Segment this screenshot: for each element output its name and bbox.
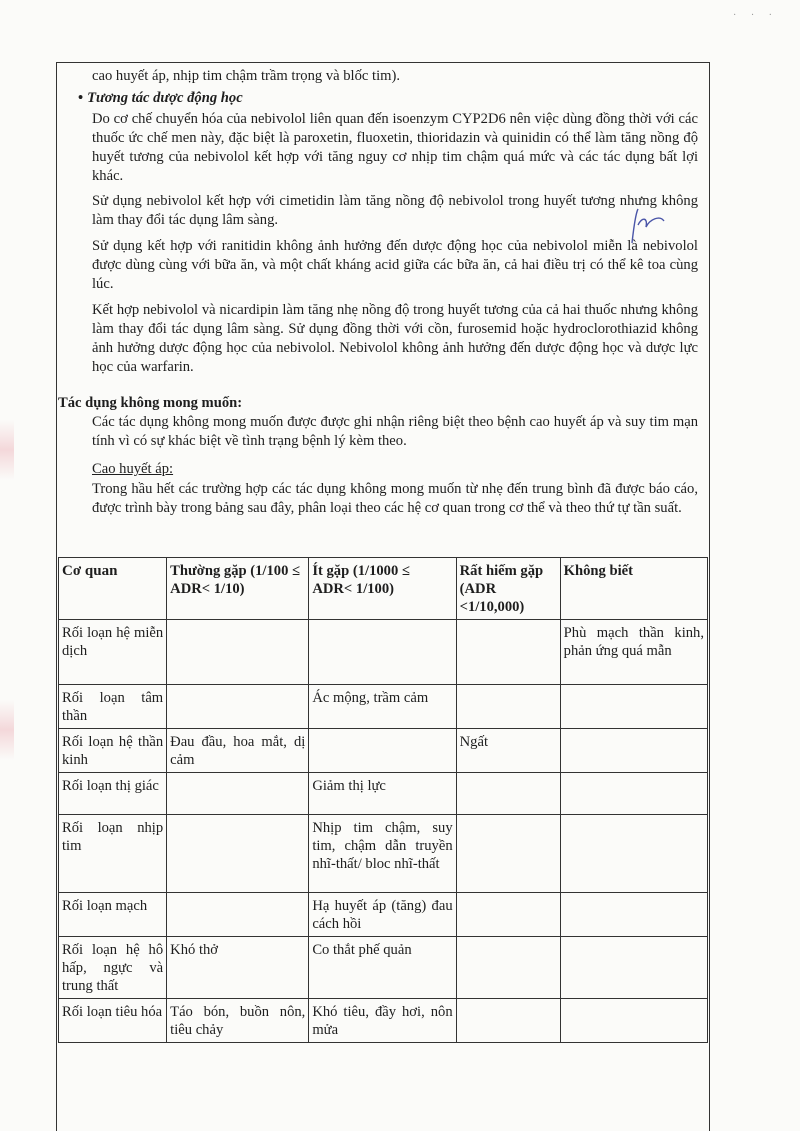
adverse-effects-table [58, 557, 708, 1043]
table-row [59, 937, 708, 999]
table-cell [560, 685, 707, 729]
table-cell: Rối loạn mạch [59, 893, 167, 937]
table-cell: Rối loạn tâm thần [59, 685, 167, 729]
table-cell: Khó thở [167, 937, 309, 999]
continued-line: cao huyết áp, nhịp tim chậm trầm trọng và blốc tim). [92, 68, 401, 84]
table-cell [456, 893, 560, 937]
table-cell: Đau đầu, hoa mắt, dị cảm [167, 729, 309, 773]
table-header-row [59, 558, 708, 620]
scan-stain [0, 700, 14, 760]
table-cell: Rối loạn hệ thần kinh [59, 729, 167, 773]
table-row [59, 620, 708, 685]
table-cell [456, 999, 560, 1043]
table-cell: Khó tiêu, đầy hơi, nôn mửa [309, 999, 456, 1043]
table-cell: Ác mộng, trầm cảm [309, 685, 456, 729]
table-cell: Rối loạn tiêu hóa [59, 999, 167, 1043]
table-cell [456, 620, 560, 685]
paragraph-adverse-intro: Các tác dụng không mong muốn được được ghi nhận riêng biệt theo bệnh cao huyết áp và suy tim mạn tính vì có sự khác biệt về tình trạng bệnh lý kèm theo. [92, 414, 698, 449]
table-cell: Rối loạn thị giác [59, 773, 167, 815]
header-uncommon: Ít gặp (1/1000 ≤ ADR< 1/100) [309, 558, 456, 620]
table-cell [456, 685, 560, 729]
table-cell: Hạ huyết áp (tăng) đau cách hồi [309, 893, 456, 937]
scan-stain [0, 420, 14, 480]
table-cell [167, 893, 309, 937]
table-cell [309, 729, 456, 773]
table-cell [167, 773, 309, 815]
table-cell [167, 620, 309, 685]
table-row [59, 773, 708, 815]
table-cell: Giảm thị lực [309, 773, 456, 815]
header-common: Thường gặp (1/100 ≤ ADR< 1/10) [167, 558, 309, 620]
table-cell [560, 937, 707, 999]
interaction-heading [78, 89, 243, 108]
header-organ: Cơ quan [59, 558, 167, 620]
table-cell [309, 620, 456, 685]
table-cell [456, 815, 560, 893]
table-cell [560, 999, 707, 1043]
table-cell [167, 815, 309, 893]
scan-speckles: · · · [733, 10, 778, 21]
table-cell: Rối loạn nhịp tim [59, 815, 167, 893]
table-cell: Phù mạch thần kinh, phản ứng quá mẫn [560, 620, 707, 685]
table-cell [560, 893, 707, 937]
table-row [59, 999, 708, 1043]
table-cell [456, 773, 560, 815]
adverse-effects-heading: Tác dụng không mong muốn: [58, 395, 243, 411]
table-cell: Táo bón, buồn nôn, tiêu chảy [167, 999, 309, 1043]
table-cell: Ngất [456, 729, 560, 773]
paragraph-nicardipin: Kết hợp nebivolol và nicardipin làm tăng nhẹ nồng độ trong huyết tương của cả hai thuốc nhưng không làm thay đổi tác dụng lâm sàng. Sử dụng đồng thời với cồn, furosemid hoặc hydroclorothiazid không ảnh hưởng dược động học của nebivolol. Nebivolol không ảnh hưởng đến dược động học và dược lực học của warfarin. [92, 302, 698, 375]
interaction-heading-text: Tương tác dược động học [87, 90, 243, 106]
paragraph-hypertension: Trong hầu hết các trường hợp các tác dụng không mong muốn từ nhẹ đến trung bình đã được báo cáo, được trình bày trong bảng sau đây, phân loại theo các hệ cơ quan trong cơ thể và theo thứ tự tần suất. [92, 481, 698, 516]
table-row [59, 685, 708, 729]
table-cell [560, 815, 707, 893]
table-cell [456, 937, 560, 999]
table-cell [560, 729, 707, 773]
table-row [59, 893, 708, 937]
signature-mark [620, 205, 670, 245]
table-cell: Rối loạn hệ miễn dịch [59, 620, 167, 685]
hypertension-subheading: Cao huyết áp: [92, 461, 174, 477]
header-unknown: Không biết [560, 558, 707, 620]
table-cell: Co thắt phế quản [309, 937, 456, 999]
table-row [59, 815, 708, 893]
bullet-icon: • [78, 90, 84, 106]
paragraph-cimetidin: Sử dụng nebivolol kết hợp với cimetidin làm tăng nồng độ nebivolol trong huyết tương nhưng không làm thay đổi tác dụng lâm sàng. [92, 193, 698, 228]
table-cell: Nhịp tim chậm, suy tim, chậm dẫn truyền nhĩ-thất/ bloc nhĩ-thất [309, 815, 456, 893]
paragraph-ranitidin: Sử dụng kết hợp với ranitidin không ảnh hưởng đến dược động học của nebivolol miễn là nebivolol được dùng cùng với bữa ăn, và một chất kháng acid giữa các bữa ăn, cả hai điều trị có thể kê toa cùng lúc. [92, 238, 698, 292]
table-cell [560, 773, 707, 815]
paragraph-cyp2d6: Do cơ chế chuyển hóa của nebivolol liên quan đến isoenzym CYP2D6 nên việc dùng đồng thời với các thuốc ức chế men này, đặc biệt là paroxetin, fluoxetin, thioridazin và quinidin có thể làm tăng nồng độ huyết tương của nebivolol kết hợp với tăng nguy cơ nhịp tim chậm quá mức và các tác dụng bất lợi khác. [92, 111, 698, 184]
table-cell: Rối loạn hệ hô hấp, ngực và trung thất [59, 937, 167, 999]
header-very-rare: Rất hiếm gặp (ADR <1/10,000) [456, 558, 560, 620]
table-cell [167, 685, 309, 729]
table-row [59, 729, 708, 773]
